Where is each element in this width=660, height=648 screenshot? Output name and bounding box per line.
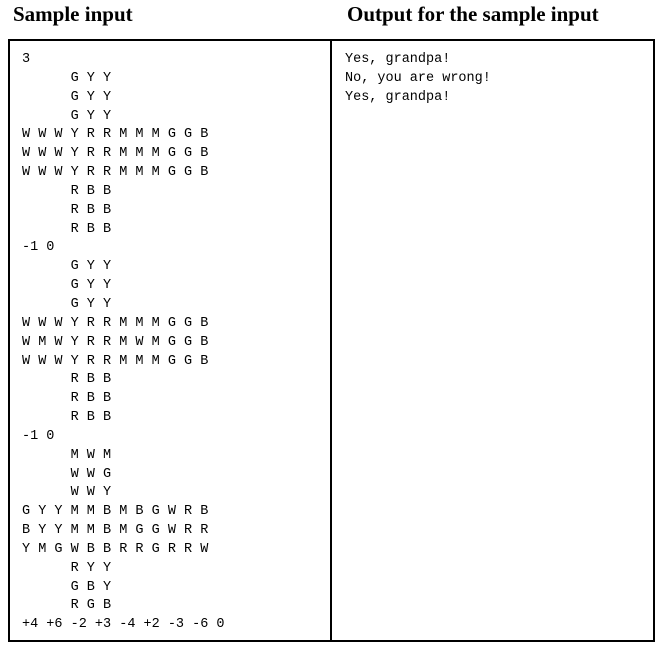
- column-divider: [330, 39, 332, 642]
- input-line: +4 +6 -2 +3 -4 +2 -3 -6 0: [22, 617, 225, 633]
- input-line: R G B: [22, 598, 112, 614]
- input-line: G B Y: [22, 579, 112, 595]
- input-line: W W W Y R R M M M G G B: [22, 146, 209, 162]
- input-line: W W Y: [22, 485, 112, 501]
- input-line: R B B: [22, 410, 112, 426]
- input-line: G Y Y: [22, 296, 112, 312]
- input-line: -1 0: [22, 240, 55, 256]
- input-line: B Y Y M M B M G G W R R: [22, 523, 209, 539]
- input-line: G Y Y: [22, 89, 112, 105]
- input-line: R Y Y: [22, 560, 112, 576]
- input-line: R B B: [22, 183, 112, 199]
- input-line: M W M: [22, 447, 112, 463]
- input-line: Y M G W B B R R G R R W: [22, 541, 209, 557]
- input-line: W W W Y R R M M M G G B: [22, 127, 209, 143]
- input-line: W W G: [22, 466, 112, 482]
- input-line: W W W Y R R M M M G G B: [22, 315, 209, 331]
- sample-output-heading: Output for the sample input: [347, 2, 599, 26]
- input-line: W W W Y R R M M M G G B: [22, 353, 209, 369]
- input-line: R B B: [22, 372, 112, 388]
- input-line: G Y Y: [22, 278, 112, 294]
- sample-output-block: [345, 51, 491, 108]
- input-line: R B B: [22, 391, 112, 407]
- input-line: W M W Y R R M W M G G B: [22, 334, 209, 350]
- input-line: G Y Y M M B M B G W R B: [22, 504, 209, 520]
- input-line: G Y Y: [22, 70, 112, 86]
- input-line: G Y Y: [22, 108, 112, 124]
- sample-input-heading: Sample input: [13, 2, 133, 26]
- input-line: R B B: [22, 202, 112, 218]
- input-line: G Y Y: [22, 259, 112, 275]
- input-line: W W W Y R R M M M G G B: [22, 165, 209, 181]
- input-line: -1 0: [22, 428, 55, 444]
- sample-input-block: [22, 51, 225, 635]
- output-line: Yes, grandpa!: [345, 52, 451, 67]
- input-line: 3: [22, 52, 31, 67]
- output-line: Yes, grandpa!: [345, 89, 451, 105]
- input-line: R B B: [22, 221, 112, 237]
- output-line: No, you are wrong!: [345, 70, 491, 86]
